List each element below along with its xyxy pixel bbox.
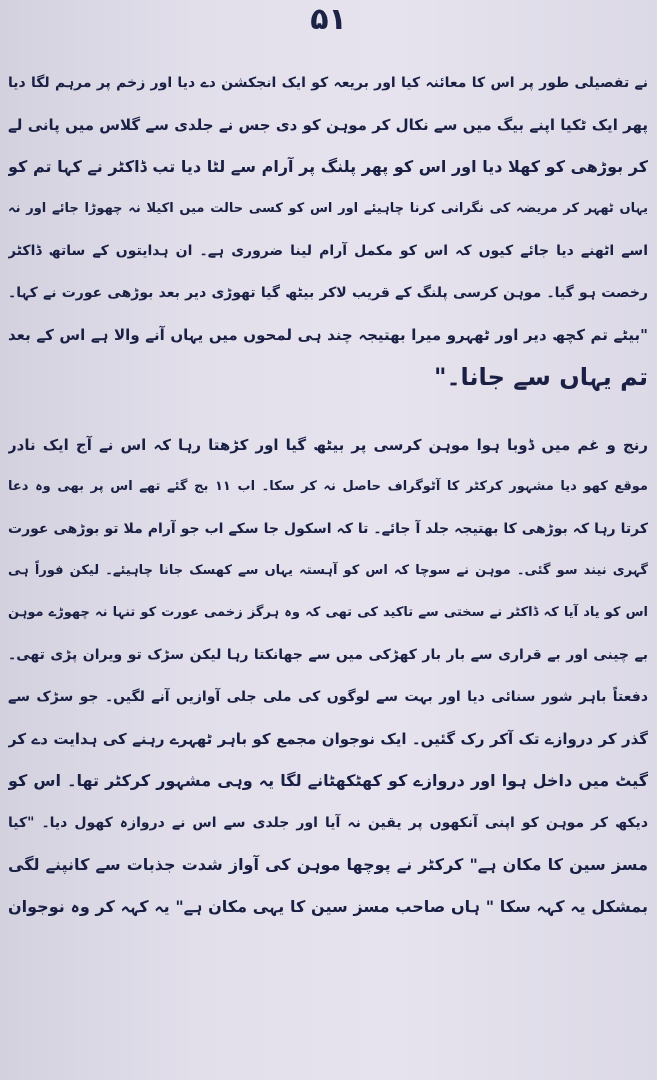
text-line: رخصت ہو گیا۔ موہن کرسی پلنگ کے قریب لاکر بیٹھ گیا تھوڑی دیر بعد بوڑھی عورت نے کہا۔ (8, 285, 648, 301)
text-line: بمشکل یہ کہہ سکا " ہاں صاحب مسز سین کا یہی مکان ہے" یہ کہہ کر وہ نوجوان (8, 897, 648, 916)
text-line: یہاں ٹھہر کر مریضہ کی نگرانی کرنا چاہیئے اور اس کو کسی حالت میں اکیلا نہ چھوڑا جائے اور نہ (8, 201, 648, 216)
paragraph (8, 424, 648, 676)
text-line: کر بوڑھی کو کھلا دیا اور اس کو پھر پلنگ پر آرام سے لٹا دیا تب ڈاکٹر نے کہا تم کو (8, 157, 648, 176)
text-line: موقع کھو دیا مشہور کرکٹر کا آٹوگراف حاصل نہ کر سکا۔ اب ۱۱ بج گئے تھے اس پر بھی وہ دعا (8, 479, 648, 494)
text-line: گیٹ میں داخل ہوا اور دروازے کو کھٹکھٹانے لگا یہ وہی مشہور کرکٹر تھا۔ اس کو (8, 771, 648, 790)
paragraph (8, 62, 648, 398)
text-line: گذر کر دروازے تک آکر رک گئیں۔ ایک نوجوان مجمع کو باہر ٹھہرے رہنے کی ہدایت دے کر (8, 730, 648, 748)
text-line: دیکھ کر موہن کو اپنی آنکھوں پر یقین نہ آیا اور جلدی سے اس نے دروازہ کھول دیا۔ "کیا (8, 815, 648, 831)
text-line: کرتا رہا کہ بوڑھی کا بھتیجہ جلد آ جائے۔ تا کہ اسکول جا سکے اب جو آرام ملا تو بوڑھی عورت (8, 521, 648, 537)
text-line: بے چینی اور بے قراری سے بار بار کھڑکی میں سے جھانکتا رہا لیکن سڑک تو ویران پڑی تھی۔ (8, 647, 648, 663)
page-body (8, 62, 648, 928)
text-line: اس کو یاد آیا کہ ڈاکٹر نے سختی سے تاکید کی تھی کہ وہ ہرگز زخمی عورت کو تنہا نہ چھوڑے موہن (8, 605, 648, 620)
text-line: اسے اٹھنے دیا جائے کیوں کہ اس کو مکمل آرام لینا ضروری ہے۔ ان ہدایتوں کے ساتھ ڈاکٹر (8, 243, 648, 259)
paragraph-spacer (8, 398, 648, 424)
text-line: مسز سین کا مکان ہے" کرکٹر نے پوچھا موہن کی آواز شدت جذبات سے کانپنے لگی (8, 855, 648, 874)
page-number: ۵۱ (310, 2, 347, 37)
text-line: نے تفصیلی طور پر اس کا معائنہ کیا اور بریعہ کو ایک انجکشن دے دیا اور زخم پر مرہم لگا دیا (8, 75, 648, 91)
text-line: "بیٹے تم کچھ دیر اور ٹھہرو میرا بھتیجہ چند ہی لمحوں میں یہاں آنے والا ہے اس کے بعد (8, 326, 648, 344)
text-line: پھر ایک ٹکیا اپنے بیگ میں سے نکال کر موہن کو دی جس نے جلدی سے گلاس میں پانی لے (8, 116, 648, 134)
text-line: تم یہاں سے جانا۔" (433, 363, 648, 391)
text-line: گہری نیند سو گئی۔ موہن نے سوچا کہ اس کو آہستہ یہاں سے کھسک جانا چاہیئے۔ لیکن فوراً ہی (8, 563, 648, 578)
text-line: رنج و غم میں ڈوبا ہوا موہن کرسی پر بیٹھ گیا اور کڑھتا رہا کہ اس نے آج ایک نادر (8, 436, 648, 454)
paragraph (8, 676, 648, 928)
text-line: دفعتاً باہر شور سنائی دیا اور بہت سے لوگوں کی ملی جلی آوازیں آنے لگیں۔ جو سڑک سے (8, 689, 648, 705)
